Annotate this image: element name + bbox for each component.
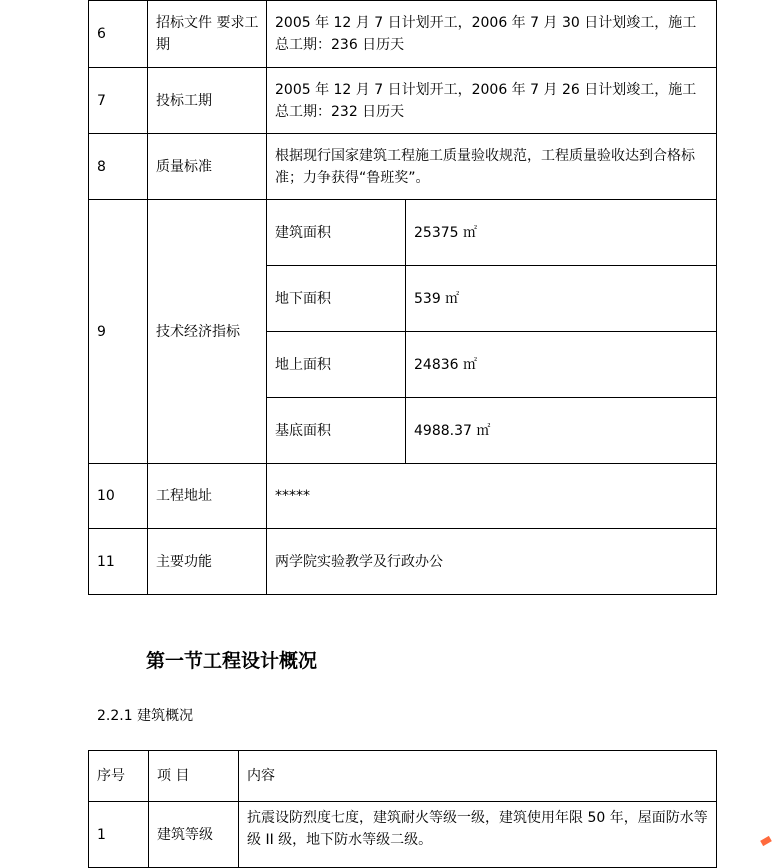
row-content: 根据现行国家建筑工程施工质量验收规范，工程质量验收达到合格标准；力争获得“鲁班奖”。 <box>275 147 695 186</box>
row-content: 2005 年 12 月 7 日计划开工，2006 年 7 月 26 日计划竣工，施工总工期：232 日历天 <box>275 81 697 120</box>
indicators-cell <box>267 200 717 464</box>
indicator-row <box>267 200 716 266</box>
row-content: 抗震设防烈度七度，建筑耐火等级一级，建筑使用年限 50 年，屋面防水等级 II 级，地下防水等级二级。 <box>239 802 717 868</box>
row-item: 建筑等级 <box>149 802 239 868</box>
table-row <box>89 529 717 595</box>
table-header-row <box>89 751 717 802</box>
row-number: 6 <box>89 1 148 68</box>
indicator-key: 建筑面积 <box>267 200 406 266</box>
row-number: 9 <box>89 200 148 464</box>
indicator-key: 地上面积 <box>267 332 406 398</box>
row-content: ***** <box>275 488 310 504</box>
indicator-value: 25375 ㎡ <box>406 200 717 266</box>
row-content: 两学院实验教学及行政办公 <box>275 553 443 570</box>
indicator-value: 24836 ㎡ <box>406 332 717 398</box>
indicator-value: 539 ㎡ <box>406 266 717 332</box>
corner-marker-icon <box>760 836 772 846</box>
row-label: 质量标准 <box>156 158 212 175</box>
subsection-title: 2.2.1 建筑概况 <box>97 708 194 724</box>
indicator-row <box>267 266 716 332</box>
row-number: 7 <box>89 68 148 134</box>
indicator-row <box>267 398 716 464</box>
row-label: 主要功能 <box>156 553 212 570</box>
column-header: 序号 <box>89 751 149 802</box>
row-label: 招标文件 要求工期 <box>156 15 259 53</box>
indicator-key: 基底面积 <box>267 398 406 464</box>
row-label: 技术经济指标 <box>156 323 240 340</box>
table-row <box>89 134 717 200</box>
row-number: 1 <box>89 802 149 868</box>
row-number: 8 <box>89 134 148 200</box>
indicators-subtable <box>267 200 716 463</box>
table-row <box>89 68 717 134</box>
section-heading: 第一节工程设计概况 <box>146 650 318 672</box>
column-header: 项 目 <box>149 751 239 802</box>
architecture-overview-table <box>88 750 717 868</box>
row-number: 11 <box>89 529 148 595</box>
indicator-row <box>267 332 716 398</box>
row-content: 2005 年 12 月 7 日计划开工，2006 年 7 月 30 日计划竣工，施工总工期：236 日历天 <box>275 15 697 53</box>
indicator-key: 地下面积 <box>267 266 406 332</box>
table-row <box>89 1 717 68</box>
table-row <box>89 464 717 529</box>
table-row-indicators <box>89 200 717 464</box>
table-row <box>89 802 717 868</box>
indicator-value: 4988.37 ㎡ <box>414 422 491 439</box>
row-number: 10 <box>89 464 148 529</box>
row-label: 工程地址 <box>156 488 212 504</box>
column-header: 内容 <box>239 751 717 802</box>
row-label: 投标工期 <box>156 92 212 109</box>
project-overview-table <box>88 0 717 595</box>
